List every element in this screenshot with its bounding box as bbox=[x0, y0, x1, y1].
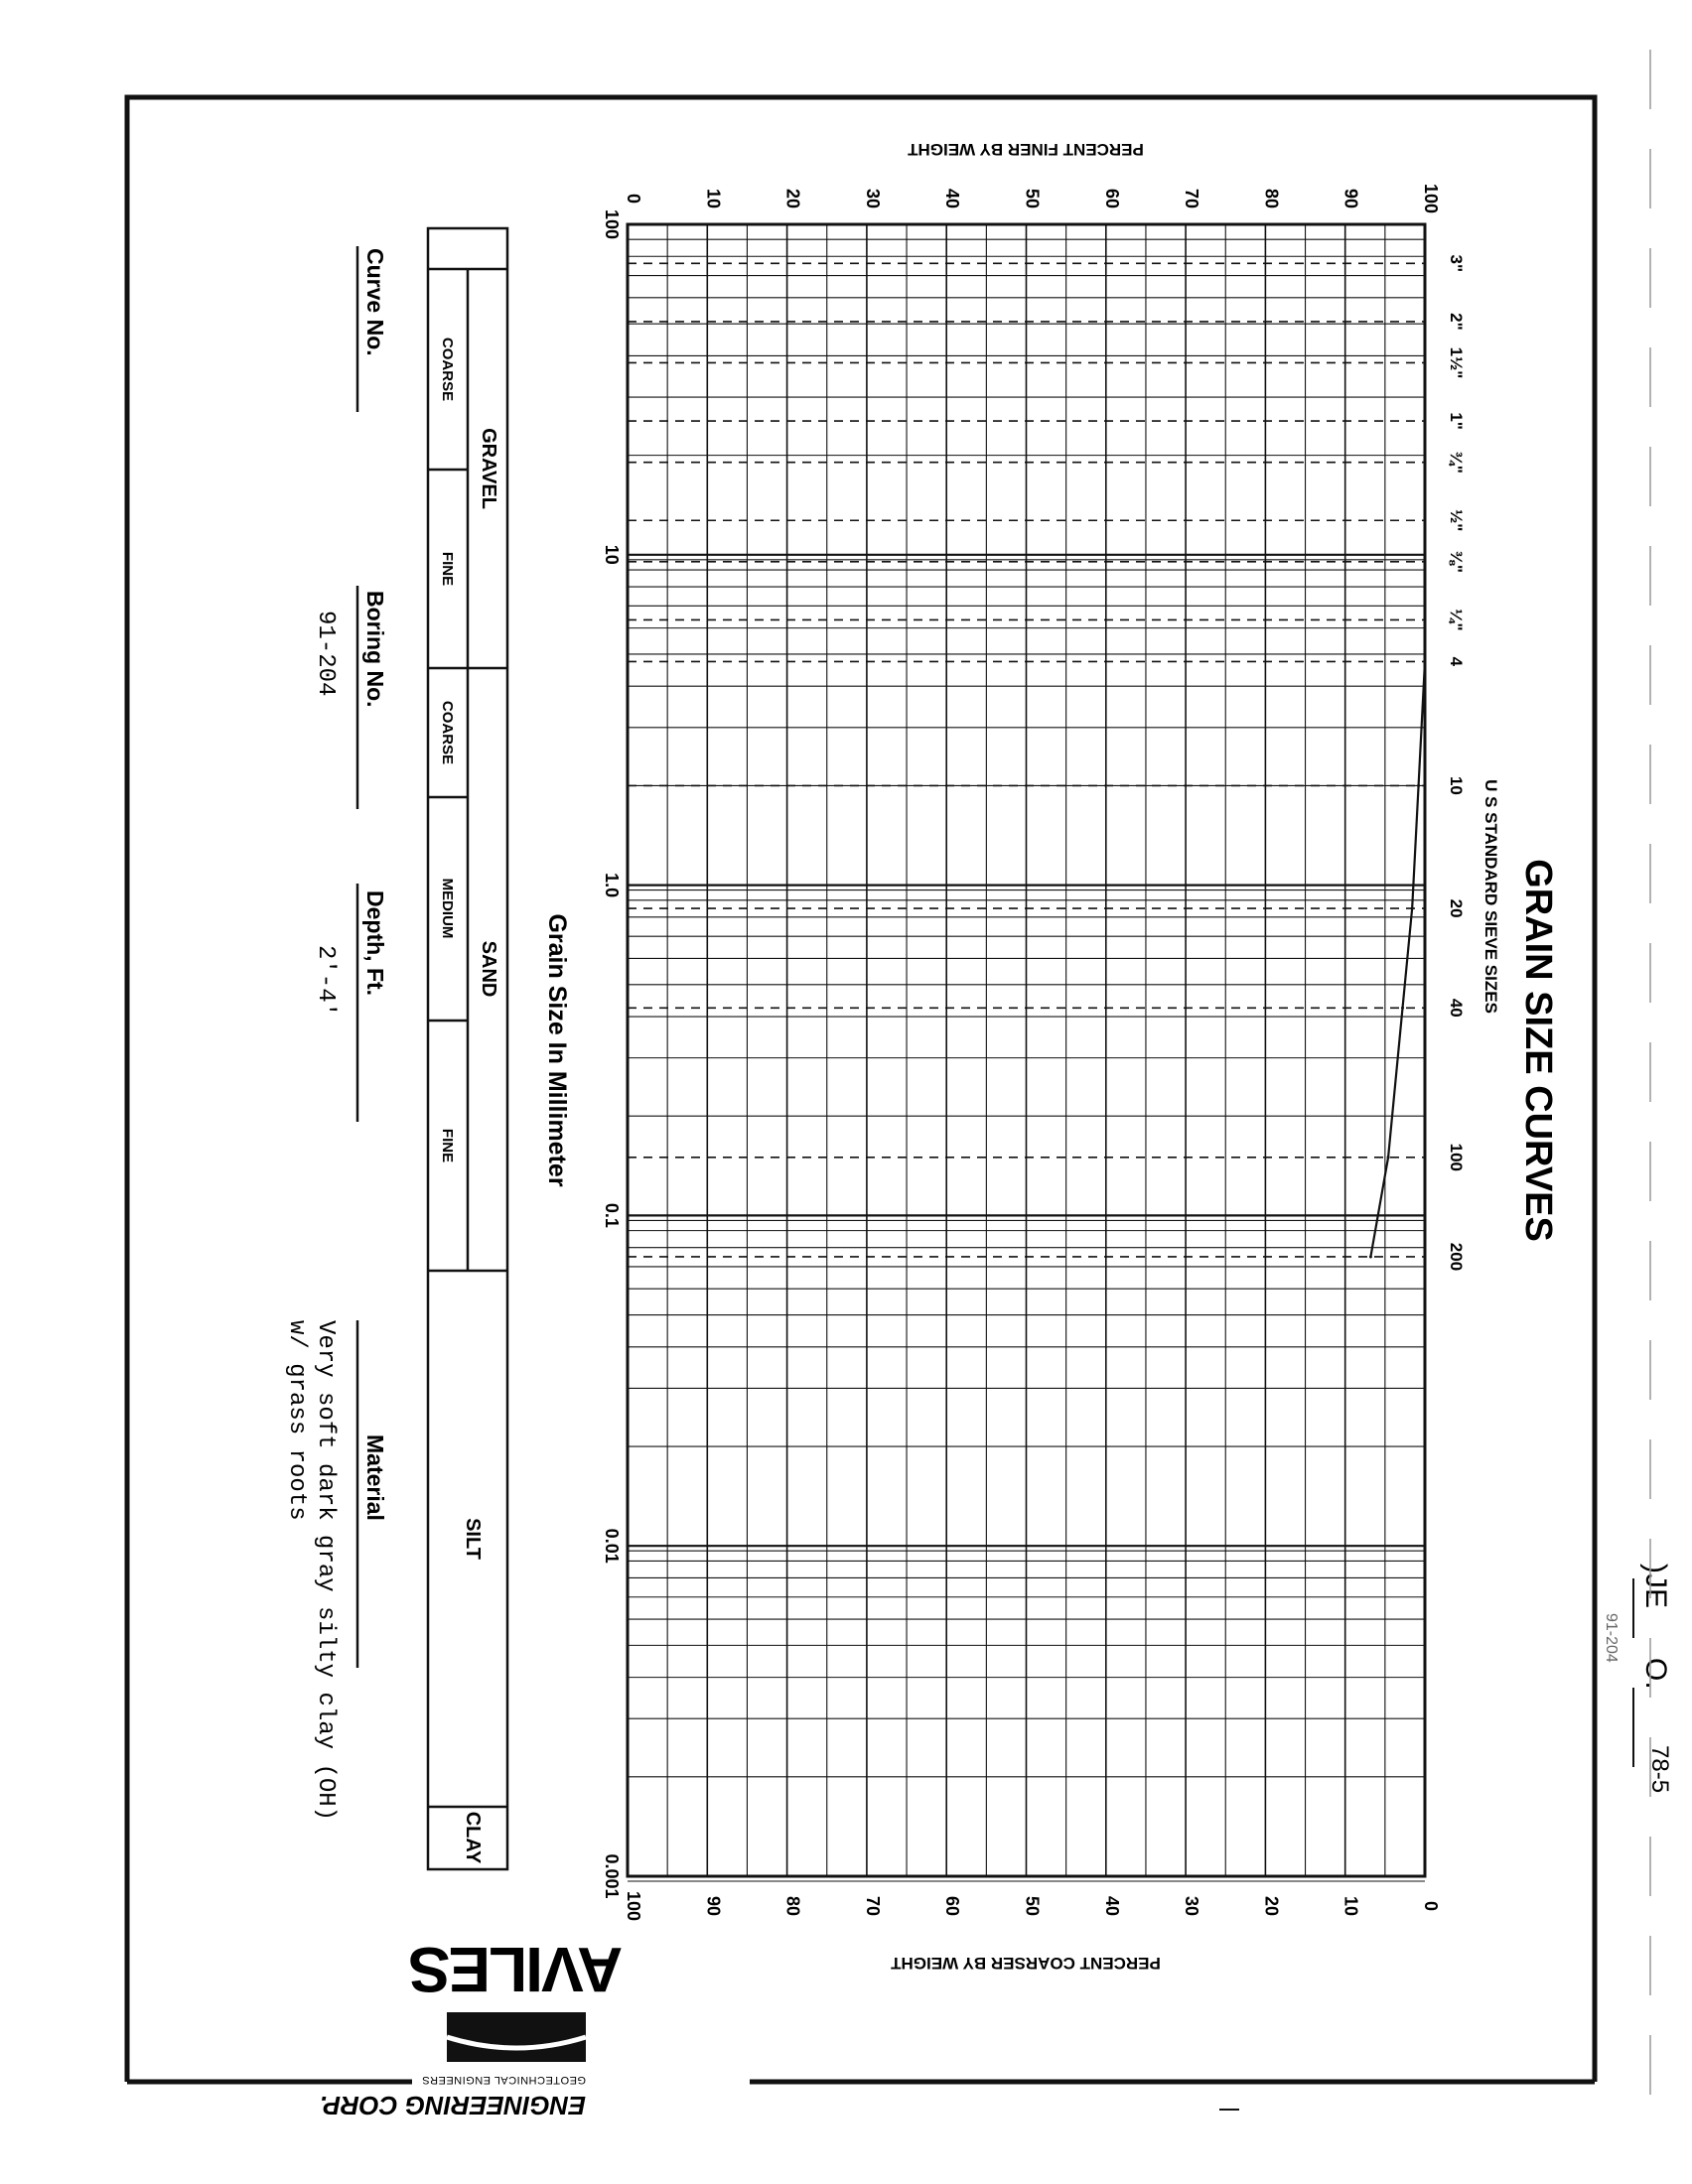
logo-company-text: ENGINEERING CORP. bbox=[319, 2091, 586, 2120]
y-tick-label-coarser: 50 bbox=[1022, 1895, 1043, 1917]
x-tick-label: 0.1 bbox=[602, 1202, 622, 1228]
curve-no-label: Curve No. bbox=[362, 248, 388, 356]
x-tick-label: 100 bbox=[602, 208, 622, 240]
y-tick-label-finer: 80 bbox=[1261, 188, 1282, 209]
sieve-label: ½" bbox=[1447, 509, 1466, 532]
chart-grid bbox=[628, 224, 1425, 1881]
boring-no-value: 91-204 bbox=[312, 611, 339, 697]
clay-label: CLAY bbox=[462, 1811, 484, 1864]
x-tick-label: 1.0 bbox=[602, 873, 622, 898]
gravel-fine-label: FINE bbox=[439, 551, 456, 587]
y-tick-label-coarser: 20 bbox=[1261, 1895, 1282, 1917]
margin-note-3: 78-5 bbox=[1646, 1745, 1673, 1794]
y-tick-label-coarser: 100 bbox=[624, 1890, 643, 1922]
sieve-label: ¾" bbox=[1447, 451, 1466, 474]
logo-mark-text: AVILES bbox=[409, 1934, 624, 2005]
y-right-label: PERCENT COARSER BY WEIGHT bbox=[891, 1954, 1161, 1973]
sand-label: SAND bbox=[478, 940, 499, 998]
sieve-label: 1" bbox=[1447, 412, 1466, 430]
chart-title: GRAIN SIZE CURVES bbox=[1517, 859, 1559, 1242]
sieve-label: 3" bbox=[1447, 254, 1466, 273]
y-tick-label-finer: 50 bbox=[1022, 188, 1043, 209]
margin-notes bbox=[1603, 50, 1673, 2134]
sieve-label: 4 bbox=[1447, 656, 1466, 667]
sieve-title: U S STANDARD SIEVE SIZES bbox=[1481, 779, 1500, 1014]
sieve-markers bbox=[628, 255, 1466, 1272]
y-tick-label-finer: 0 bbox=[624, 193, 643, 205]
material-line-1: Very soft dark gray silty clay (OH) bbox=[312, 1320, 339, 1822]
y-tick-label-finer: 100 bbox=[1421, 183, 1441, 214]
logo-sub-text: GEOTECHNICAL ENGINEERS bbox=[421, 2074, 586, 2086]
grain-curve-point bbox=[1387, 1156, 1390, 1159]
grain-curve-point bbox=[1417, 784, 1420, 787]
sieve-label: 200 bbox=[1447, 1242, 1466, 1272]
sand-medium-label: MEDIUM bbox=[439, 878, 456, 939]
grain-curve-point bbox=[1411, 907, 1414, 910]
grain-curve-point bbox=[1401, 1007, 1404, 1010]
sieve-label: 10 bbox=[1447, 775, 1466, 795]
gravel-label: GRAVEL bbox=[478, 428, 499, 509]
y-tick-label-finer: 60 bbox=[1101, 188, 1122, 209]
y-tick-label-finer: 30 bbox=[862, 188, 883, 209]
axis-ticks bbox=[602, 184, 1441, 1921]
y-tick-label-coarser: 40 bbox=[1101, 1895, 1122, 1917]
sieve-label: ¼" bbox=[1447, 609, 1466, 631]
y-tick-label-coarser: 0 bbox=[1421, 1900, 1441, 1912]
x-tick-label: 10 bbox=[602, 544, 622, 565]
x-tick-label: 0.01 bbox=[602, 1528, 622, 1564]
y-tick-label-finer: 90 bbox=[1340, 188, 1361, 209]
x-tick-label: 0.001 bbox=[602, 1853, 622, 1899]
y-tick-label-finer: 20 bbox=[782, 188, 803, 209]
sieve-label: 2" bbox=[1447, 313, 1466, 331]
sieve-label: 40 bbox=[1447, 998, 1466, 1018]
grain-curve-layer bbox=[1369, 660, 1427, 1259]
grain-curve-point bbox=[1424, 660, 1427, 663]
sieve-label: 100 bbox=[1447, 1143, 1466, 1171]
gravel-coarse-label: COARSE bbox=[439, 337, 456, 402]
company-logo bbox=[320, 1934, 623, 2120]
sieve-label: 20 bbox=[1447, 898, 1466, 918]
x-axis-label: Grain Size In Millimeter bbox=[543, 913, 571, 1187]
sieve-label: 1½" bbox=[1447, 346, 1466, 379]
material-line-2: w/ grass roots bbox=[283, 1320, 310, 1521]
y-tick-label-finer: 40 bbox=[942, 188, 963, 209]
y-tick-label-coarser: 80 bbox=[782, 1895, 803, 1917]
y-tick-label-finer: 10 bbox=[703, 188, 724, 209]
material-label: Material bbox=[362, 1434, 388, 1521]
y-tick-label-coarser: 10 bbox=[1340, 1895, 1361, 1917]
y-tick-label-coarser: 60 bbox=[942, 1895, 963, 1917]
margin-note-2: O. bbox=[1639, 1658, 1672, 1690]
margin-note-4: 91-204 bbox=[1603, 1613, 1620, 1663]
sieve-label: ⅜" bbox=[1447, 550, 1466, 573]
y-tick-label-coarser: 30 bbox=[1182, 1895, 1202, 1917]
silt-label: SILT bbox=[462, 1518, 484, 1560]
sand-coarse-label: COARSE bbox=[439, 700, 456, 765]
y-tick-label-coarser: 90 bbox=[703, 1895, 724, 1917]
boring-no-label: Boring No. bbox=[362, 591, 388, 708]
sand-fine-label: FINE bbox=[439, 1128, 456, 1163]
y-tick-label-finer: 70 bbox=[1182, 188, 1202, 209]
page-border bbox=[127, 97, 1595, 2082]
grain-curve-point bbox=[1369, 1255, 1372, 1258]
depth-value: 2'-4' bbox=[312, 945, 339, 1018]
grain-curve bbox=[1370, 661, 1425, 1257]
depth-label: Depth, Ft. bbox=[362, 890, 388, 997]
y-tick-label-coarser: 70 bbox=[862, 1895, 883, 1917]
y-left-label: PERCENT FINER BY WEIGHT bbox=[908, 140, 1144, 159]
margin-note-1: )JE bbox=[1639, 1564, 1672, 1608]
